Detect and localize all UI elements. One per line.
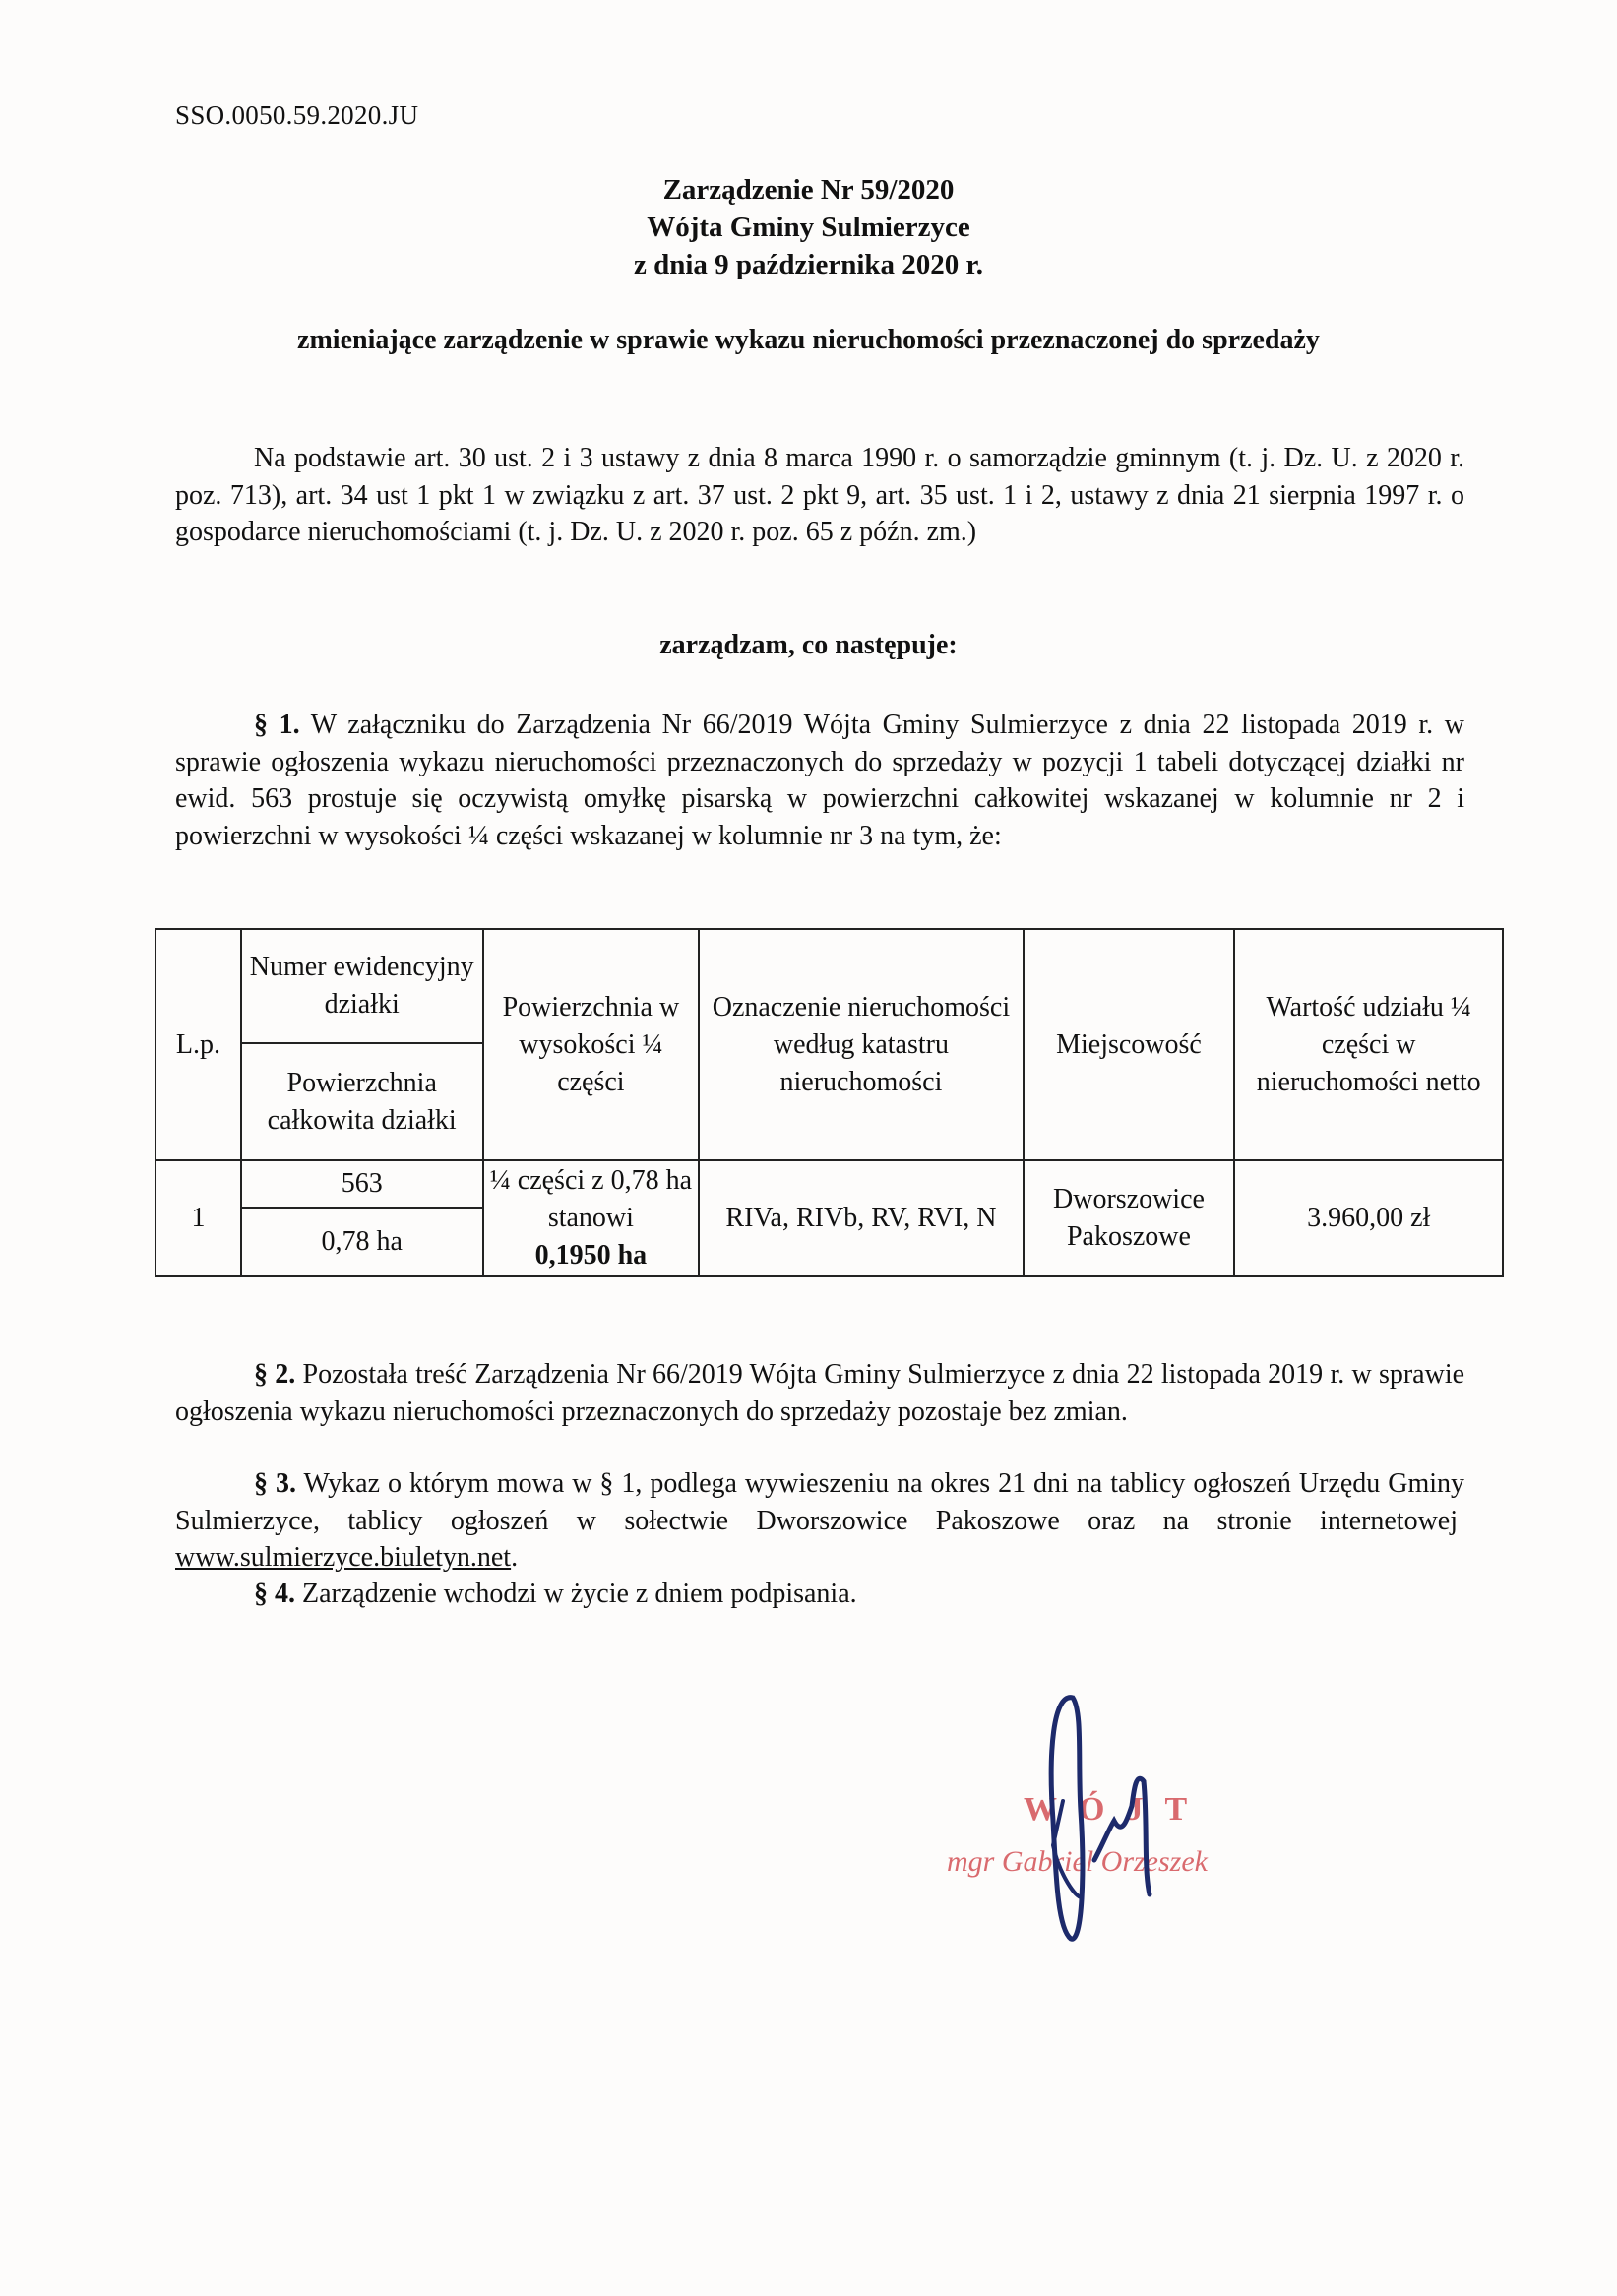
cell-share-area — [483, 1160, 700, 1276]
legal-basis-text: Na podstawie art. 30 ust. 2 i 3 ustawy z dnia 8 marca 1990 r. o samorządzie gminnym (t. j. Dz. U. z 2020 r. poz. 713), art. 34 ust 1 pkt 1 w związku z art. 37 ust. 2 pkt 9, art. 35 ust. 1 i 2, ustawy z dnia 21 sierpnia 1997 r. o gospodarce nieruchomościami (t. j. Dz. U. z 2020 r. poz. 65 z późn. zm.) — [175, 443, 1464, 547]
cell-share-area-text: ¼ części z 0,78 ha stanowi — [489, 1165, 693, 1233]
property-table — [155, 928, 1504, 1277]
cell-share-area-value: 0,1950 ha — [534, 1240, 648, 1271]
cell-value: 3.960,00 zł — [1234, 1160, 1503, 1276]
section-1 — [175, 707, 1464, 854]
stamp-title: WÓJT — [1024, 1791, 1210, 1828]
header-cadastre: Oznaczenie nieruchomości według katastru nieruchomości — [699, 929, 1023, 1160]
document-subject: zmieniające zarządzenie w sprawie wykazu nieruchomości przeznaczonej do sprzedaży — [297, 325, 1320, 355]
header-locality: Miejscowość — [1024, 929, 1235, 1160]
table-row — [155, 1160, 1503, 1208]
header-lp: L.p. — [155, 929, 241, 1160]
decree-heading: zarządzam, co następuje: — [659, 630, 958, 660]
title-line-1: Zarządzenie Nr 59/2020 — [662, 174, 955, 206]
title-line-2: Wójta Gminy Sulmierzyce — [647, 212, 970, 243]
handwritten-signature-icon — [925, 1673, 1338, 1968]
title-line-3: z dnia 9 października 2020 r. — [633, 249, 983, 280]
cell-plot-number: 563 — [241, 1160, 483, 1208]
cell-locality: Dworszowice Pakoszowe — [1024, 1160, 1235, 1276]
section-2 — [175, 1356, 1464, 1430]
bulletin-link[interactable]: www.sulmierzyce.biuletyn.net — [175, 1542, 512, 1573]
header-total-area: Powierzchnia całkowita działki — [241, 1043, 483, 1160]
section-3: § 3. Wykaz o którym mowa w § 1, podlega wywieszeniu na okres 21 dni na tablicy ogłoszeń Urzędu Gminy Sulmierzyce, tablicy ogłoszeń w sołectwie Dworszowice Pakoszowe oraz na stronie internetowej www.sulmierzyce.biuletyn.net. — [175, 1468, 1464, 1573]
table-header-row — [155, 929, 1503, 1043]
cell-total-area: 0,78 ha — [241, 1208, 483, 1276]
section-3-text: Wykaz o którym mowa w § 1, podlega wywieszeniu na okres 21 dni na tablicy ogłoszeń Urzędu Gminy Sulmierzyce, tablicy ogłoszeń w sołectwie Dworszowice Pakoszowe oraz na stronie internetowej — [175, 1468, 1464, 1536]
section-4-text: Zarządzenie wchodzi w życie z dniem podpisania. — [302, 1579, 857, 1609]
section-2-text: Pozostała treść Zarządzenia Nr 66/2019 Wójta Gminy Sulmierzyce z dnia 22 listopada 2019 r. w sprawie ogłoszenia wykazu nieruchomości przeznaczonych do sprzedaży pozostaje bez zmian. — [175, 1359, 1465, 1427]
cell-cadastre: RIVa, RIVb, RV, RVI, N — [699, 1160, 1023, 1276]
document-title — [0, 171, 1617, 283]
legal-basis-paragraph — [175, 440, 1464, 551]
header-plot-number: Numer ewidencyjny działki — [241, 929, 483, 1043]
header-value: Wartość udziału ¼ części w nieruchomości netto — [1234, 929, 1503, 1160]
stamp-name: mgr Gabriel Orzeszek — [947, 1845, 1208, 1878]
section-3-label: § 3. — [254, 1468, 296, 1499]
section-1-text: W załączniku do Zarządzenia Nr 66/2019 Wójta Gminy Sulmierzyce z dnia 22 listopada 2019 r. w sprawie ogłoszenia wykazu nieruchomości przeznaczonych do sprzedaży w pozycji 1 tabeli dotyczącej działki nr ewid. 563 prostuje się oczywistą omyłkę pisarską w powierzchni całkowitej wskazanej w kolumnie nr 2 i powierzchni w wysokości ¼ części wskazanej w kolumnie nr 3 na tym, że: — [175, 710, 1465, 851]
section-2-label: § 2. — [254, 1359, 296, 1390]
section-4-label: § 4. — [254, 1579, 295, 1609]
document-reference: SSO.0050.59.2020.JU — [175, 100, 419, 130]
section-4 — [175, 1576, 1464, 1613]
cell-lp: 1 — [155, 1160, 241, 1276]
section-1-label: § 1. — [254, 710, 300, 740]
header-share-area: Powierzchnia w wysokości ¼ części — [483, 929, 700, 1160]
